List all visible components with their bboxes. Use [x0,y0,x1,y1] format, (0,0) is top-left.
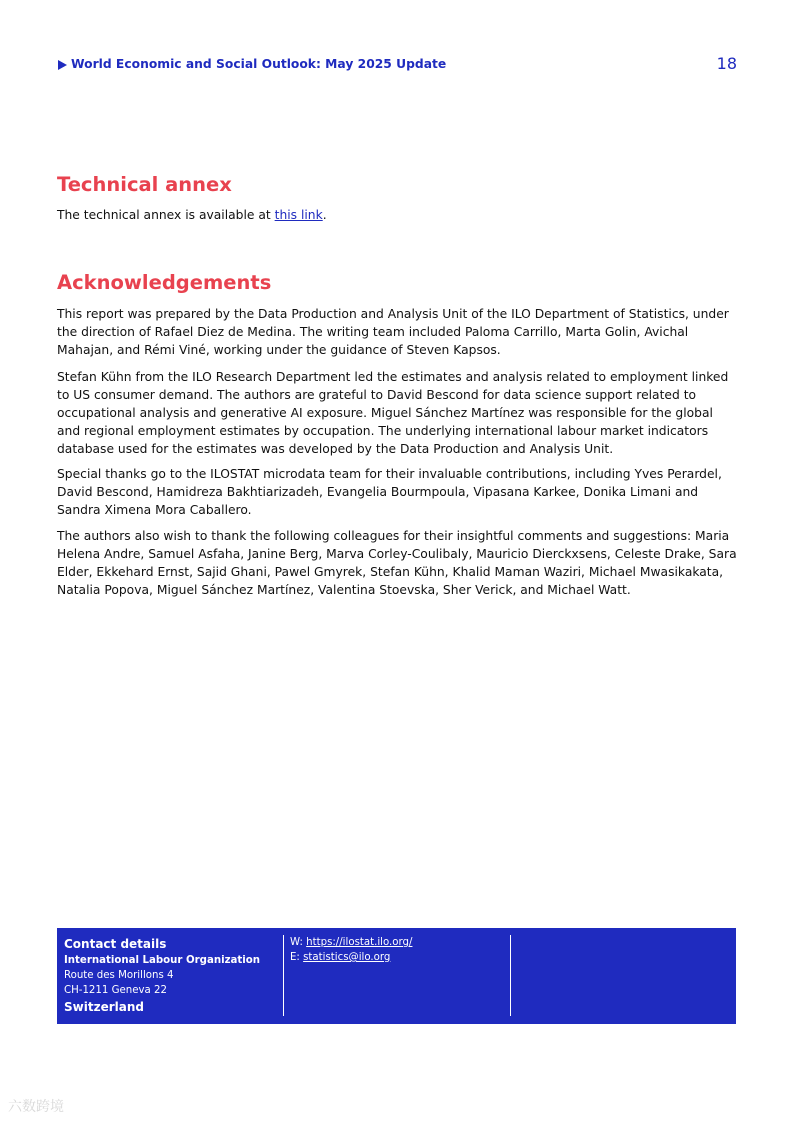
email-line [290,952,390,963]
page-number: 18 [716,54,737,73]
website-link[interactable]: https://ilostat.ilo.org/ [306,937,413,948]
country: Switzerland [64,1000,144,1014]
ack-paragraph-3: Special thanks go to the ILOSTAT microdata team for their invaluable contributions, including Yves Perardel, David Bescond, Hamidreza Bakhtiarizadeh, Evangelia Bourmpoula, Vipasana Karkee, Donika Limani and Sandra Ximena Mora Caballero. [57,467,722,517]
acknowledgements-heading: Acknowledgements [57,271,272,294]
annex-link[interactable]: this link [274,208,323,222]
contact-address-block [64,928,279,1024]
annex-text-after: . [322,208,327,222]
contact-footer [57,928,736,1024]
play-triangle-icon [58,60,67,70]
ack-paragraph-1: This report was prepared by the Data Production and Analysis Unit of the ILO Department of Statistics, under the direction of Rafael Diez de Medina. The writing team included Paloma Carrillo, Marta Golin, Avichal Mahajan, and Rémi Viné, working under the guidance of Steven Kapsos. [57,307,729,357]
email-label: E: [290,952,304,963]
watermark-logo [8,1096,64,1116]
organization-name: International Labour Organization [64,955,260,966]
ack-paragraph-4: The authors also wish to thank the following colleagues for their insightful comments and suggestions: Maria Helena Andre, Samuel Asfaha, Janine Berg, Marva Corley-Coulibaly, Mauricio Dierckxsens, Celeste Drake, Sara Elder, Ekkehard Ernst, Sajid Ghani, Pawel Gmyrek, Stefan Kühn, Khalid Maman Waziri, Michael Mwasikakata, Natalia Popova, Miguel Sánchez Martínez, Valentina Stoevska, Sher Verick, and Michael Watt. [57,529,737,597]
running-header [57,56,737,76]
contact-heading: Contact details [64,937,167,951]
ack-paragraph-2: Stefan Kühn from the ILO Research Department led the estimates and analysis related to employment linked to US consumer demand. The authors are grateful to David Bescond for data science support related to occupational analysis and generative AI exposure. Miguel Sánchez Martínez was responsible for the global and regional employment estimates by occupation. The underlying international labour market indicators database used for the estimates was developed by the Data Production and Analysis Unit. [57,370,729,456]
watermark-text: 六数跨境 [8,1099,64,1115]
technical-annex-heading: Technical annex [57,173,232,196]
address-line-1: Route des Morillons 4 [64,970,174,981]
annex-text-before: The technical annex is available at [57,208,275,222]
web-label: W: [290,937,307,948]
footer-divider-2 [510,935,511,1016]
publication-title: World Economic and Social Outlook: May 2025 Update [71,57,447,71]
footer-divider-1 [283,935,284,1016]
address-line-2: CH-1211 Geneva 22 [64,985,167,996]
technical-annex-text [57,206,737,224]
contact-online-block [290,928,510,1024]
web-line [290,937,412,948]
email-link[interactable]: statistics@ilo.org [303,952,391,963]
